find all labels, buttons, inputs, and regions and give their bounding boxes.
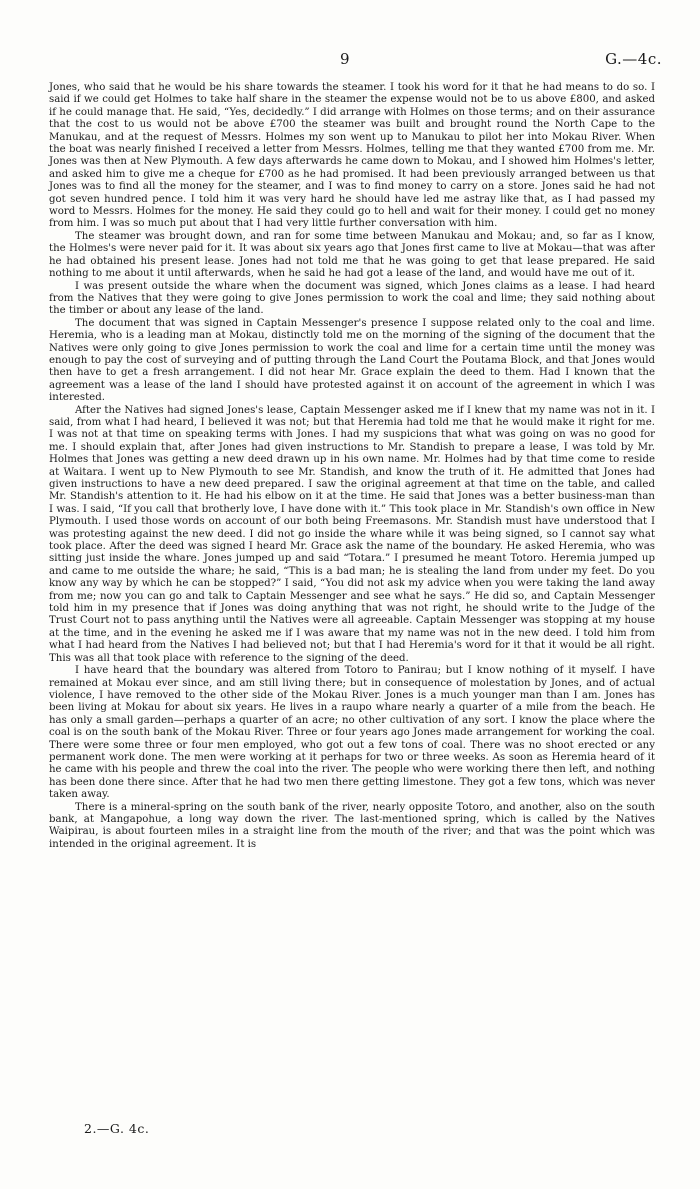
paragraph-7: There is a mineral-spring on the south bank of the river, nearly opposite Totoro, and another, also on the south bank, at Mangapohue, a long way down the river. The last-mentioned spring, which is called by the Natives Waipirau, is about fourteen miles in a straight line from the mouth of the river; and that was the point which was intended in the original agreement. It is: [49, 801, 655, 850]
paragraph-6: I have heard that the boundary was altered from Totoro to Panirau; but I know nothing of it myself. I have remained at Mokau ever since, and am still living there; but in consequence of molestation by Jones, and of actual violence, I have removed to the other side of the Mokau River. Jones is a much younger man than I am. Jones has been living at Mokau for about six years. He lives in a raupo whare nearly a quarter of a mile from the beach. He has only a small garden—perhaps a quarter of an acre; no other cultivation of any sort. I know the place where the coal is on the south bank of the Mokau River. Three or four years ago Jones made arrangement for working the coal. There were some three or four men employed, who got out a few tons of coal. There was no shoot erected or any permanent work done. The men were working at it perhaps for two or three weeks. As soon as Heremia heard of it he came with his people and threw the coal into the river. The people who were working there then left, and nothing has been done there since. After that he had two men there getting limestone. They got a few tons, which was never taken away.: [49, 665, 655, 801]
paragraph-5: After the Natives had signed Jones's lease, Captain Messenger asked me if I knew that my name was not in it. I said, from what I had heard, I believed it was not; but that Heremia had told me that he would make it right for me. I was not at that time on speaking terms with Jones. I had my suspicions that what was going on was no good for me. I should explain that, after Jones had given instructions to Mr. Standish to prepare a lease, I was told by Mr. Holmes that Jones was getting a new deed drawn up in his own name. Mr. Holmes had by that time come to reside at Waitara. I went up to New Plymouth to see Mr. Standish, and know the truth of it. He admitted that Jones had given instructions to have a new deed prepared. I saw the original agreement at that time on the table, and called Mr. Standish's attention to it. He had his elbow on it at the time. He said that Jones was a better business-man than I was. I said, “If you call that brotherly love, I have done with it.” This took place in Mr. Standish's own office in New Plymouth. I used those words on account of our both being Freemasons. Mr. Standish must have understood that I was protesting against the new deed. I did not go inside the whare while it was being signed, so I cannot say what took place. After the deed was signed I heard Mr. Grace ask the name of the boundary. He asked Heremia, who was sitting just inside the whare. Jones jumped up and said “Totara.” I presumed he meant Totoro. Heremia jumped up and came to me outside the whare; he said, “This is a bad man; he is stealing the land from under my feet. Do you know any way by which he can be stopped?” I said, “You did not ask my advice when you were taking the land away from me; now you can go and talk to Captain Messenger and see what he says.” He did so, and Captain Messenger told him in my presence that if Jones was doing anything that was not right, he should write to the Judge of the Trust Court not to pass anything until the Natives were all agreeable. Captain Messenger was stopping at my house at the time, and in the evening he asked me if I was aware that my name was not in the new deed. I told him from what I had heard from the Natives I had believed not; but that I had Heremia's word for it that it would be all right. This was all that took place with reference to the signing of the deed.: [49, 404, 655, 664]
paragraph-1: Jones, who said that he would be his share towards the steamer. I took his word for it that he had means to do so. I said if we could get Holmes to take half share in the steamer the expense would not be to us above £800, and asked if he could manage that. He said, “Yes, decidedly.” I did arrange with Holmes on those terms; and on their assurance that the cost to us would not be above £700 the steamer was built and brought round the North Cape to the Manukau, and at the request of Messrs. Holmes my son went up to Manukau to pilot her into Mokau River. When the boat was nearly finished I received a letter from Messrs. Holmes, telling me that they wanted £700 from me. Mr. Jones was then at New Plymouth. A few days afterwards he came down to Mokau, and I showed him Holmes's letter, and asked him to give me a cheque for £700 as he had promised. It had been previously arranged between us that Jones was to find all the money for the steamer, and I was to find money to carry on a store. Jones said he had not got seven hundred pence. I told him it was very hard he should have led me astray like that, as I had passed my word to Messrs. Holmes for the money. He said they could go to hell and wait for their money. I could get no money from him. I was so much put about that I had very little further conversation with him.: [49, 82, 655, 230]
paragraph-2: The steamer was brought down, and ran for some time between Manukau and Mokau; and, so far as I know, the Holmes's were never paid for it. It was about six years ago that Jones first came to live at Mokau—that was after he had obtained his present lease. Jones had not told me that he was going to get that lease prepared. He said nothing to me about it until afterwards, when he said he had got a lease of the land, and would have me out of it.: [49, 230, 655, 280]
page-number: 9: [340, 50, 350, 68]
paragraph-4: The document that was signed in Captain Messenger's presence I suppose related only to the coal and lime. Heremia, who is a leading man at Mokau, distinctly told me on the morning of the signing of the document that the Natives were only going to give Jones permission to work the coal and lime for a certain time until the money was enough to pay the cost of surveying and of putting through the Land Court the Poutama Block, and that Jones would then have to get a fresh arrangement. I did not hear Mr. Grace explain the deed to them. Had I known that the agreement was a lease of the land I should have protested against it on account of the agreement in which I was interested.: [49, 317, 655, 404]
printer-signature: 2.—G. 4c.: [84, 1121, 150, 1136]
page-header: [0, 50, 700, 70]
document-reference: G.—4c.: [605, 50, 662, 68]
paragraph-3: I was present outside the whare when the document was signed, which Jones claims as a lease. I had heard from the Natives that they were going to give Jones permission to work the coal and lime; they said nothing about the timber or about any lease of the land.: [49, 280, 655, 317]
body-text: [49, 82, 655, 851]
